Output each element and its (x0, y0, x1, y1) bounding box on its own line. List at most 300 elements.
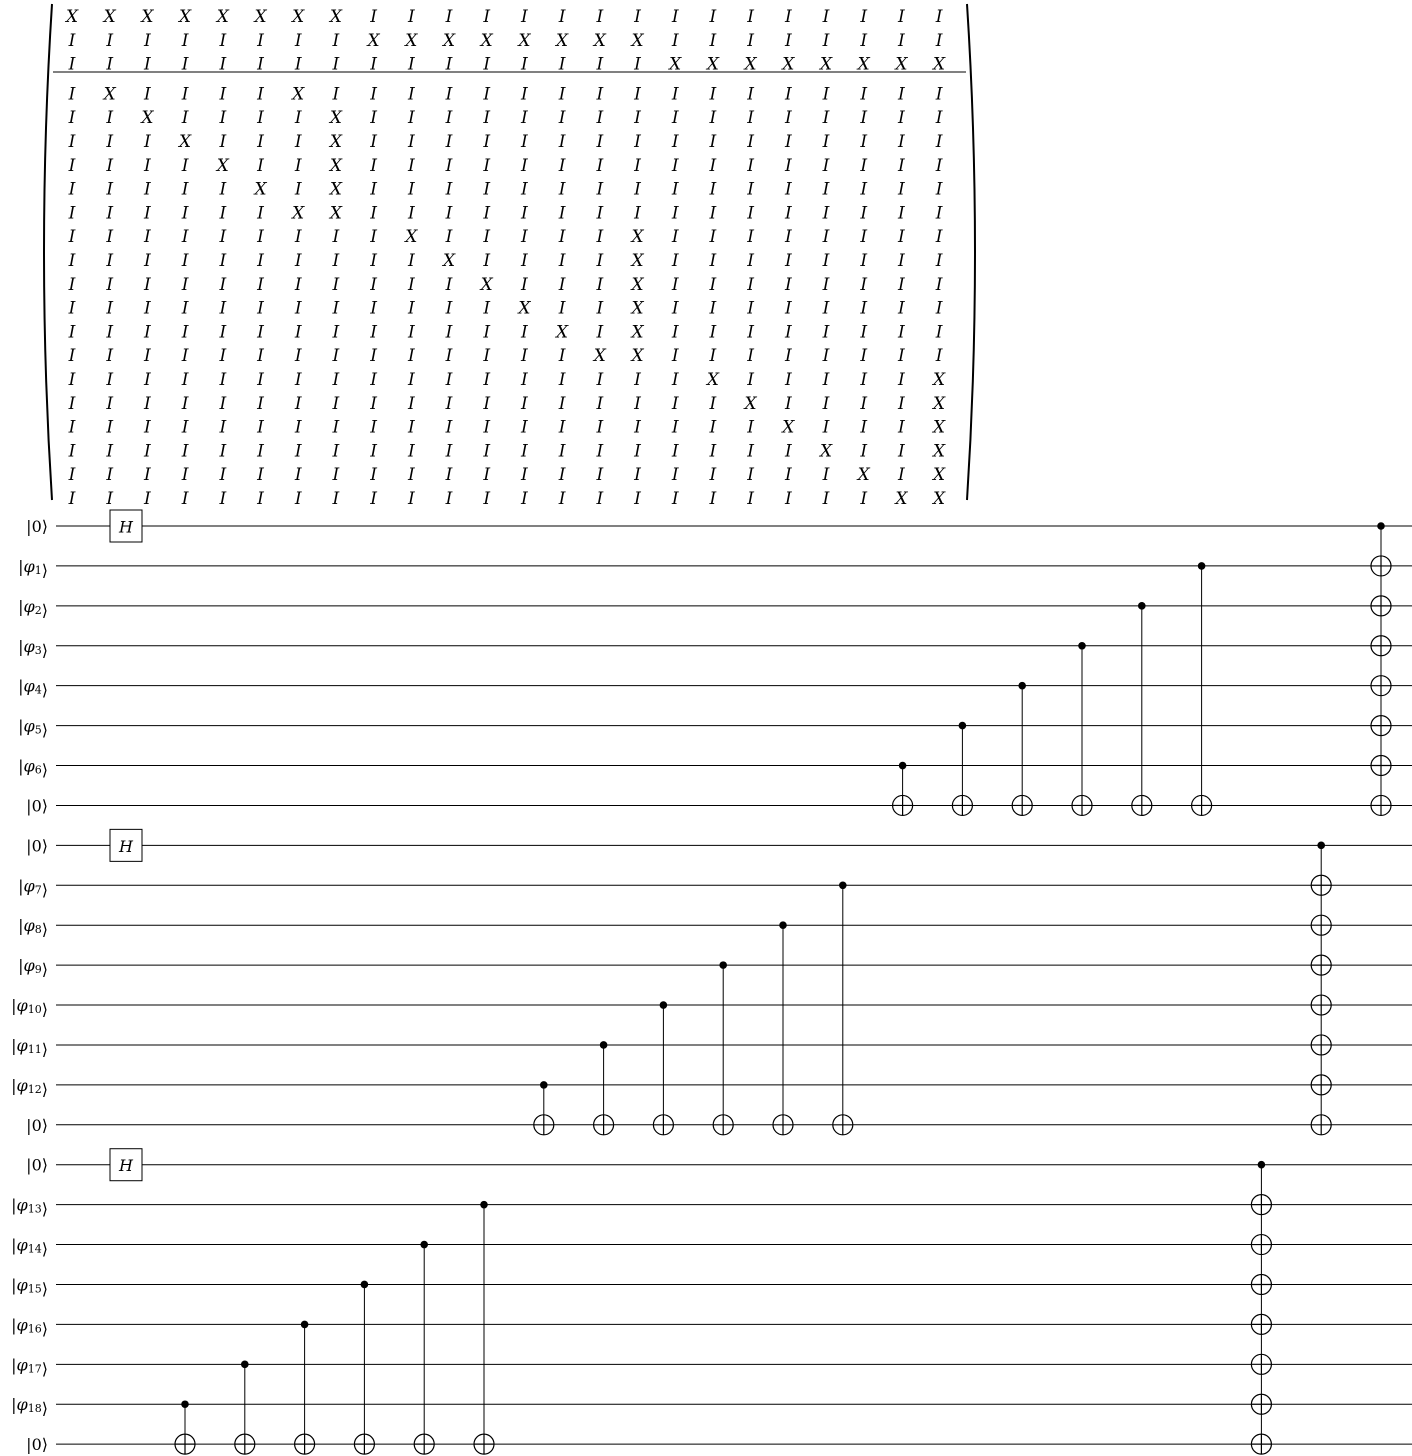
matrix-cell: I (294, 30, 302, 51)
matrix-cell: I (521, 108, 528, 129)
matrix-cell: I (558, 346, 566, 367)
matrix-cell: I (445, 7, 453, 27)
matrix-cell: I (483, 346, 491, 367)
matrix-cell: I (596, 489, 604, 509)
matrix-cell: I (822, 227, 830, 248)
matrix-cell: X (593, 346, 606, 367)
matrix-cell: X (631, 346, 644, 367)
matrix-cell: I (294, 322, 302, 343)
matrix-cell: I (257, 417, 264, 438)
cnot-gate (833, 881, 853, 1134)
matrix-cell: I (370, 227, 377, 248)
hadamard-gate (110, 1149, 142, 1181)
matrix-cell: I (257, 108, 264, 129)
matrix-cell: I (106, 441, 114, 462)
matrix-cell: I (181, 179, 189, 200)
matrix-cell: I (445, 298, 453, 319)
qubit-label: |0⟩ (26, 1115, 48, 1135)
qubit-label: $|\varphi_{13}⟩$ (11, 1195, 48, 1219)
matrix-cell: X (103, 7, 116, 27)
qubit-label: $|\varphi_2⟩$ (18, 596, 48, 620)
matrix-cell: I (370, 7, 377, 27)
matrix-cell: I (521, 227, 528, 248)
matrix-cell: I (822, 370, 830, 390)
matrix-cell: I (671, 179, 679, 200)
qubit-label: |0⟩ (26, 516, 48, 536)
matrix-cell: I (784, 441, 792, 462)
matrix-cell: I (257, 346, 264, 367)
matrix-cell: I (634, 370, 641, 390)
matrix-cell: I (634, 132, 641, 152)
matrix-cell: I (634, 155, 641, 176)
matrix-cell: I (709, 274, 717, 295)
matrix-cell: I (370, 417, 377, 438)
matrix-cell: I (407, 441, 415, 462)
matrix-cell: I (671, 370, 679, 390)
matrix-cell: I (219, 274, 227, 295)
matrix-cell: I (596, 7, 604, 27)
matrix-cell: I (709, 155, 717, 176)
control-dot (361, 1281, 369, 1289)
matrix-cell: I (181, 393, 189, 414)
matrix-cell: I (671, 7, 679, 27)
matrix-cell: I (558, 84, 566, 105)
matrix-cell: I (445, 108, 453, 129)
matrix-cell: I (370, 179, 377, 200)
matrix-cell: I (634, 108, 641, 129)
matrix-cell: I (181, 417, 189, 438)
matrix-cell: I (784, 274, 792, 295)
matrix-cell: I (257, 393, 264, 414)
matrix-cell: I (106, 393, 114, 414)
matrix-cell: I (219, 441, 227, 462)
matrix-cell: I (521, 322, 528, 343)
matrix-cell: X (744, 393, 757, 414)
matrix-cell: I (860, 322, 868, 343)
matrix-cell: I (407, 274, 415, 295)
stabilizer-matrix (44, 4, 975, 509)
matrix-cell: I (181, 251, 189, 271)
matrix-cell: I (521, 54, 528, 75)
matrix-cell: I (822, 132, 830, 152)
matrix-cell: I (68, 298, 76, 319)
matrix-cell: I (68, 179, 76, 200)
matrix-cell: I (596, 298, 604, 319)
matrix-cell: I (144, 465, 151, 486)
matrix-cell: I (596, 227, 604, 248)
matrix-cell: I (860, 441, 868, 462)
matrix-cell: I (219, 298, 227, 319)
matrix-cell: I (747, 7, 754, 27)
qubit-label: $|\varphi_{18}⟩$ (11, 1394, 48, 1418)
matrix-cell: I (822, 251, 830, 271)
matrix-cell: I (294, 489, 302, 509)
matrix-cell: I (860, 298, 868, 319)
matrix-cell: I (671, 155, 679, 176)
matrix-cell: I (445, 346, 453, 367)
matrix-cell: I (144, 489, 151, 509)
matrix-cell: I (671, 30, 679, 51)
control-dot (1198, 562, 1206, 570)
matrix-cell: I (181, 30, 189, 51)
hadamard-label: H (119, 836, 133, 856)
matrix-cell: I (898, 30, 905, 51)
matrix-cell: I (106, 322, 114, 343)
matrix-cell: I (747, 489, 754, 509)
qubit-label: $|\varphi_5⟩$ (18, 716, 48, 740)
matrix-cell: I (370, 346, 377, 367)
control-dot (540, 1081, 548, 1089)
cnot-gate (175, 1400, 195, 1454)
matrix-cell: I (671, 322, 679, 343)
matrix-cell: I (407, 155, 415, 176)
matrix-cell: I (294, 393, 302, 414)
matrix-cell: I (68, 132, 76, 152)
matrix-cell: X (141, 7, 154, 27)
matrix-cell: I (898, 274, 905, 295)
matrix-cell: I (181, 203, 189, 224)
matrix-cell: I (634, 441, 641, 462)
matrix-cell: I (407, 7, 415, 27)
matrix-cell: I (370, 441, 377, 462)
matrix-cell: I (558, 7, 566, 27)
matrix-cell: I (407, 54, 415, 75)
matrix-cell: X (895, 489, 908, 509)
matrix-cell: I (596, 441, 604, 462)
matrix-cell: I (106, 155, 114, 176)
matrix-cell: I (68, 441, 76, 462)
cnot-gate (354, 1281, 374, 1454)
matrix-cell: I (558, 298, 566, 319)
matrix-cell: X (480, 30, 493, 51)
matrix-cell: I (219, 322, 227, 343)
matrix-cell: I (106, 227, 114, 248)
matrix-cell: I (558, 370, 566, 390)
matrix-cell: I (558, 203, 566, 224)
control-dot (1018, 682, 1026, 690)
matrix-cell: X (518, 298, 531, 319)
matrix-cell: I (144, 417, 151, 438)
matrix-cell: I (219, 203, 227, 224)
matrix-cell: I (634, 84, 641, 105)
matrix-cell: I (935, 132, 943, 152)
matrix-cell: I (106, 274, 114, 295)
matrix-cell: I (784, 84, 792, 105)
matrix-cell: I (294, 155, 302, 176)
matrix-cell: I (294, 54, 302, 75)
matrix-cell: I (860, 30, 868, 51)
cnot-gate (295, 1321, 315, 1455)
matrix-cell: I (483, 155, 491, 176)
matrix-cell: I (257, 251, 264, 271)
matrix-cell: I (935, 203, 943, 224)
matrix-cell: I (68, 203, 76, 224)
matrix-cell: I (407, 489, 415, 509)
matrix-cell: I (68, 155, 76, 176)
matrix-right-paren (967, 4, 975, 500)
cnot-gate (534, 1081, 554, 1135)
cnot-gate (1072, 642, 1092, 815)
matrix-cell: X (631, 298, 644, 319)
matrix-cell: I (181, 322, 189, 343)
matrix-cell: I (935, 251, 943, 271)
matrix-cell: I (558, 155, 566, 176)
matrix-cell: I (784, 179, 792, 200)
matrix-cell: I (558, 489, 566, 509)
circuit-gates (110, 510, 1391, 1454)
matrix-cell: I (784, 489, 792, 509)
matrix-cell: I (332, 54, 340, 75)
matrix-cell: I (483, 227, 491, 248)
matrix-cell: I (332, 227, 340, 248)
matrix-cell: I (370, 155, 377, 176)
matrix-cell: I (784, 155, 792, 176)
matrix-cell: I (634, 465, 641, 486)
matrix-cell: I (294, 465, 302, 486)
cnot-gate (414, 1241, 434, 1454)
matrix-cell: I (709, 346, 717, 367)
matrix-cell: I (709, 251, 717, 271)
matrix-cell: I (558, 108, 566, 129)
matrix-cell: I (935, 179, 943, 200)
matrix-cell: X (518, 30, 531, 51)
control-dot (1317, 842, 1325, 850)
matrix-cell: I (144, 346, 151, 367)
matrix-cell: I (784, 7, 792, 27)
matrix-cell: X (631, 251, 644, 271)
matrix-cell: I (294, 108, 302, 129)
matrix-cell: I (822, 489, 830, 509)
matrix-cell: I (784, 203, 792, 224)
matrix-cell: I (407, 370, 415, 390)
cnot-gate (474, 1201, 494, 1454)
matrix-cell: I (898, 465, 905, 486)
matrix-cell: I (219, 489, 227, 509)
matrix-cell: X (367, 30, 380, 51)
matrix-cell: I (332, 274, 340, 295)
matrix-cell: X (480, 274, 493, 295)
matrix-cell: I (483, 179, 491, 200)
matrix-cell: I (144, 298, 151, 319)
matrix-cell: I (747, 84, 754, 105)
matrix-cell: I (294, 251, 302, 271)
matrix-cell: I (144, 84, 151, 105)
quantum-circuit (11, 510, 1412, 1454)
matrix-cell: I (144, 54, 151, 75)
matrix-cell: I (144, 132, 151, 152)
qubit-label: $|\varphi_{16}⟩$ (11, 1314, 48, 1338)
matrix-cell: X (329, 203, 342, 224)
matrix-cell: I (898, 7, 905, 27)
matrix-cell: I (596, 465, 604, 486)
matrix-cell: I (445, 227, 453, 248)
cnot-gate (1012, 682, 1032, 816)
matrix-cell: I (860, 251, 868, 271)
matrix-cell: I (898, 84, 905, 105)
matrix-cell: I (68, 108, 76, 129)
matrix-cell: I (144, 251, 151, 271)
matrix-cell: I (521, 132, 528, 152)
matrix-cell: I (709, 465, 717, 486)
matrix-cell: I (784, 298, 792, 319)
matrix-cell: I (860, 203, 868, 224)
matrix-cell: I (671, 203, 679, 224)
matrix-cell: I (219, 465, 227, 486)
matrix-cell: I (483, 322, 491, 343)
matrix-cell: I (332, 322, 340, 343)
matrix-cell: I (68, 489, 76, 509)
control-dot (301, 1321, 309, 1329)
matrix-cell: I (596, 393, 604, 414)
matrix-cell: I (935, 155, 943, 176)
matrix-cell: I (898, 179, 905, 200)
matrix-left-paren (44, 4, 52, 500)
matrix-cell: I (558, 54, 566, 75)
matrix-cell: I (106, 370, 114, 390)
matrix-cell: X (933, 417, 946, 438)
matrix-cell: I (407, 84, 415, 105)
matrix-cell: I (521, 274, 528, 295)
matrix-cell: X (254, 7, 267, 27)
matrix-cell: I (898, 346, 905, 367)
matrix-cell: I (181, 274, 189, 295)
qubit-label: $|\varphi_{10}⟩$ (11, 995, 48, 1019)
matrix-cell: I (445, 393, 453, 414)
matrix-cell: I (257, 227, 264, 248)
qubit-label: |0⟩ (26, 795, 48, 815)
matrix-cell: I (634, 54, 641, 75)
matrix-cell: I (294, 227, 302, 248)
matrix-cell: I (294, 346, 302, 367)
matrix-cell: I (219, 417, 227, 438)
matrix-cell: I (671, 346, 679, 367)
cnot-gate (1371, 522, 1391, 815)
matrix-cell: X (782, 54, 795, 75)
matrix-cell: I (68, 30, 76, 51)
matrix-cells (64, 7, 946, 509)
matrix-cell: I (219, 132, 227, 152)
matrix-cell: I (219, 251, 227, 271)
cnot-gate (952, 722, 972, 816)
matrix-cell: I (219, 370, 227, 390)
matrix-cell: I (747, 346, 754, 367)
matrix-cell: I (747, 179, 754, 200)
matrix-cell: I (521, 179, 528, 200)
matrix-cell: I (483, 417, 491, 438)
hadamard-gate (110, 510, 142, 542)
matrix-cell: I (370, 274, 377, 295)
matrix-cell: I (671, 132, 679, 152)
matrix-cell: I (257, 370, 264, 390)
matrix-cell: X (631, 227, 644, 248)
matrix-cell: I (596, 322, 604, 343)
matrix-cell: X (292, 203, 305, 224)
matrix-cell: I (935, 30, 943, 51)
matrix-cell: I (558, 179, 566, 200)
matrix-cell: I (68, 417, 76, 438)
control-dot (1138, 602, 1146, 610)
matrix-cell: I (822, 298, 830, 319)
matrix-cell: I (860, 179, 868, 200)
matrix-cell: I (68, 393, 76, 414)
matrix-cell: I (671, 489, 679, 509)
matrix-cell: I (106, 465, 114, 486)
matrix-cell: I (332, 84, 340, 105)
matrix-cell: I (822, 179, 830, 200)
matrix-cell: I (294, 179, 302, 200)
matrix-cell: I (709, 441, 717, 462)
matrix-cell: I (370, 54, 377, 75)
matrix-cell: I (68, 274, 76, 295)
matrix-cell: I (483, 393, 491, 414)
matrix-cell: I (106, 179, 114, 200)
qubit-label: $|\varphi_9⟩$ (18, 955, 48, 979)
matrix-cell: I (332, 441, 340, 462)
matrix-cell: I (483, 465, 491, 486)
matrix-cell: I (407, 465, 415, 486)
matrix-cell: I (106, 203, 114, 224)
hadamard-gate (110, 829, 142, 861)
matrix-cell: X (933, 370, 946, 390)
qubit-label: $|\varphi_4⟩$ (18, 676, 48, 700)
matrix-cell: I (144, 227, 151, 248)
matrix-cell: I (747, 417, 754, 438)
matrix-cell: I (407, 417, 415, 438)
matrix-cell: I (106, 30, 114, 51)
matrix-cell: I (181, 298, 189, 319)
matrix-cell: I (596, 132, 604, 152)
control-dot (420, 1241, 428, 1249)
matrix-cell: I (521, 393, 528, 414)
matrix-cell: X (254, 179, 267, 200)
matrix-cell: I (709, 108, 717, 129)
matrix-cell: X (933, 441, 946, 462)
matrix-cell: I (747, 322, 754, 343)
matrix-cell: I (596, 108, 604, 129)
matrix-cell: I (747, 298, 754, 319)
matrix-cell: I (709, 132, 717, 152)
matrix-cell: I (747, 251, 754, 271)
matrix-cell: I (898, 441, 905, 462)
control-dot (241, 1361, 249, 1369)
matrix-cell: I (219, 84, 227, 105)
matrix-cell: I (521, 417, 528, 438)
qubit-label: $|\varphi_{14}⟩$ (11, 1235, 48, 1259)
matrix-cell: I (935, 227, 943, 248)
hadamard-label: H (119, 517, 133, 537)
matrix-cell: I (822, 155, 830, 176)
matrix-cell: I (671, 393, 679, 414)
matrix-cell: I (370, 465, 377, 486)
matrix-cell: I (596, 370, 604, 390)
matrix-cell: I (747, 132, 754, 152)
matrix-cell: X (179, 132, 192, 152)
matrix-cell: I (257, 30, 264, 51)
matrix-cell: X (141, 108, 154, 129)
matrix-cell: I (634, 417, 641, 438)
matrix-cell: I (294, 370, 302, 390)
control-dot (480, 1201, 488, 1209)
matrix-cell: I (294, 298, 302, 319)
matrix-cell: I (219, 108, 227, 129)
matrix-cell: I (747, 227, 754, 248)
matrix-cell: I (784, 132, 792, 152)
control-dot (839, 881, 847, 889)
matrix-cell: X (669, 54, 682, 75)
matrix-cell: I (935, 274, 943, 295)
matrix-cell: I (596, 155, 604, 176)
matrix-cell: X (442, 30, 456, 51)
